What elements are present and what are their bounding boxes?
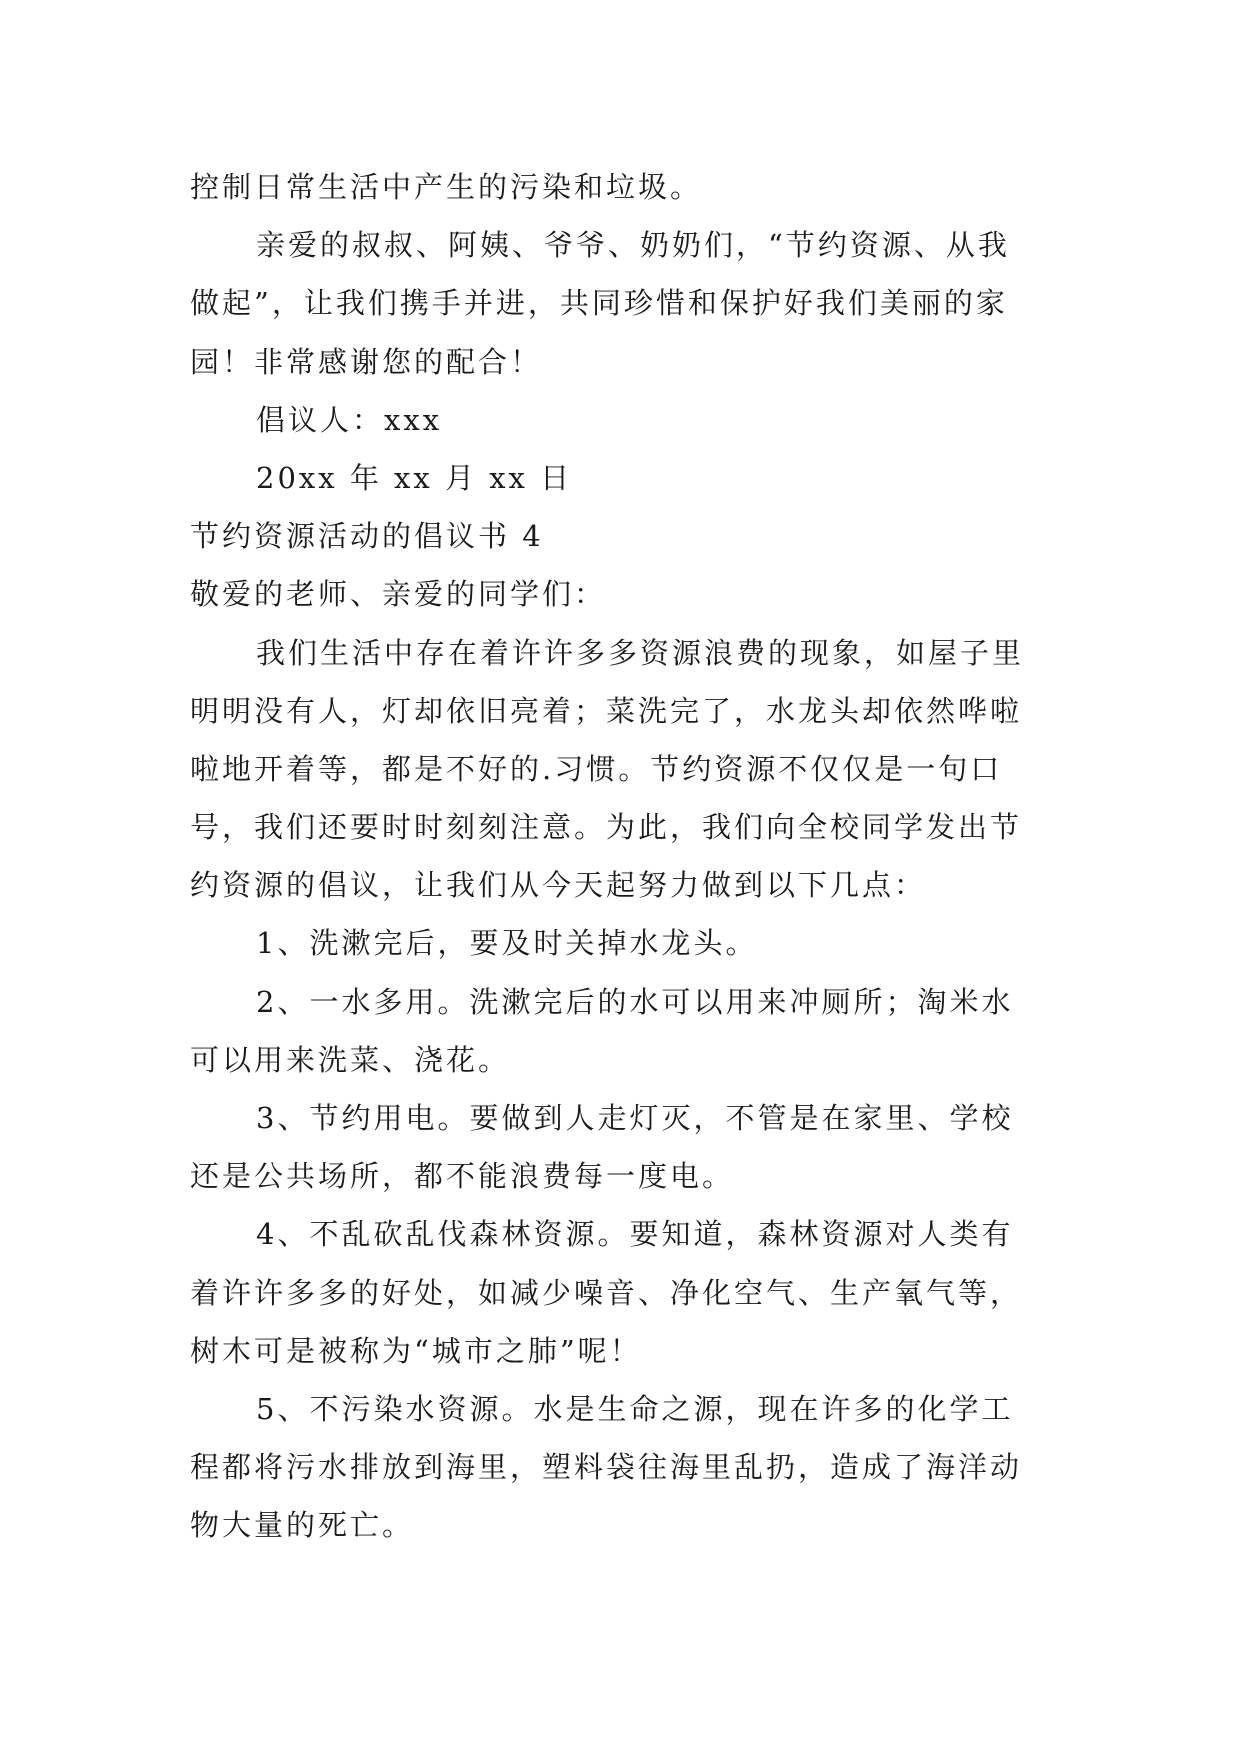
- list-item-2-cont: 可以用来洗菜、浇花。: [190, 1042, 511, 1077]
- text-line-3: 做起”，让我们携手并进，共同珍惜和保护好我们美丽的家: [190, 286, 1008, 321]
- section-title: 节约资源活动的倡议书 4: [190, 519, 544, 554]
- list-item-4-cont-1: 着许许多多的好处，如减少噪音、净化空气、生产氧气等，: [190, 1275, 1023, 1310]
- list-item-5-cont-2: 物大量的死亡。: [190, 1508, 415, 1543]
- list-item-3: 3、节约用电。要做到人走灯灭，不管是在家里、学校: [256, 1101, 1014, 1135]
- list-item-1: 1、洗漱完后，要及时关掉水龙头。: [256, 926, 758, 961]
- list-item-2: 2、一水多用。洗漱完后的水可以用来冲厕所；淘米水: [256, 984, 1014, 1019]
- date-line: 20xx 年 xx 月 xx 日: [256, 460, 573, 495]
- text-line-9: 我们生活中存在着许许多多资源浪费的现象，如屋子里: [256, 635, 1025, 670]
- text-line-2: 亲爱的叔叔、阿姨、爷爷、奶奶们，“节约资源、从我: [256, 228, 1010, 263]
- signatory-line: 倡议人：xxx: [256, 402, 443, 437]
- list-item-5: 5、不污染水资源。水是生命之源，现在许多的化学工: [256, 1391, 1014, 1426]
- text-line-4: 园！非常感谢您的配合！: [190, 344, 543, 379]
- text-line-12: 号，我们还要时时刻刻注意。为此，我们向全校同学发出节: [190, 810, 1023, 845]
- list-item-4-cont-2: 树木可是被称为“城市之肺”呢！: [190, 1333, 642, 1368]
- salutation: 敬爱的老师、亲爱的同学们：: [190, 577, 607, 612]
- list-item-5-cont-1: 程都将污水排放到海里，塑料袋往海里乱扔，造成了海洋动: [190, 1450, 1023, 1485]
- text-line-13: 约资源的倡议，让我们从今天起努力做到以下几点：: [190, 868, 927, 903]
- list-item-4: 4、不乱砍乱伐森林资源。要知道，森林资源对人类有: [256, 1217, 1014, 1252]
- document-body: [190, 158, 1050, 1555]
- text-line-1: 控制日常生活中产生的污染和垃圾。: [190, 170, 703, 204]
- text-line-10: 明明没有人，灯却依旧亮着；菜洗完了，水龙头却依然哗啦: [190, 693, 1023, 728]
- list-item-3-cont: 还是公共场所，都不能浪费每一度电。: [190, 1159, 735, 1194]
- text-line-11: 啦地开着等，都是不好的.习惯。节约资源不仅仅是一句口: [190, 751, 1003, 786]
